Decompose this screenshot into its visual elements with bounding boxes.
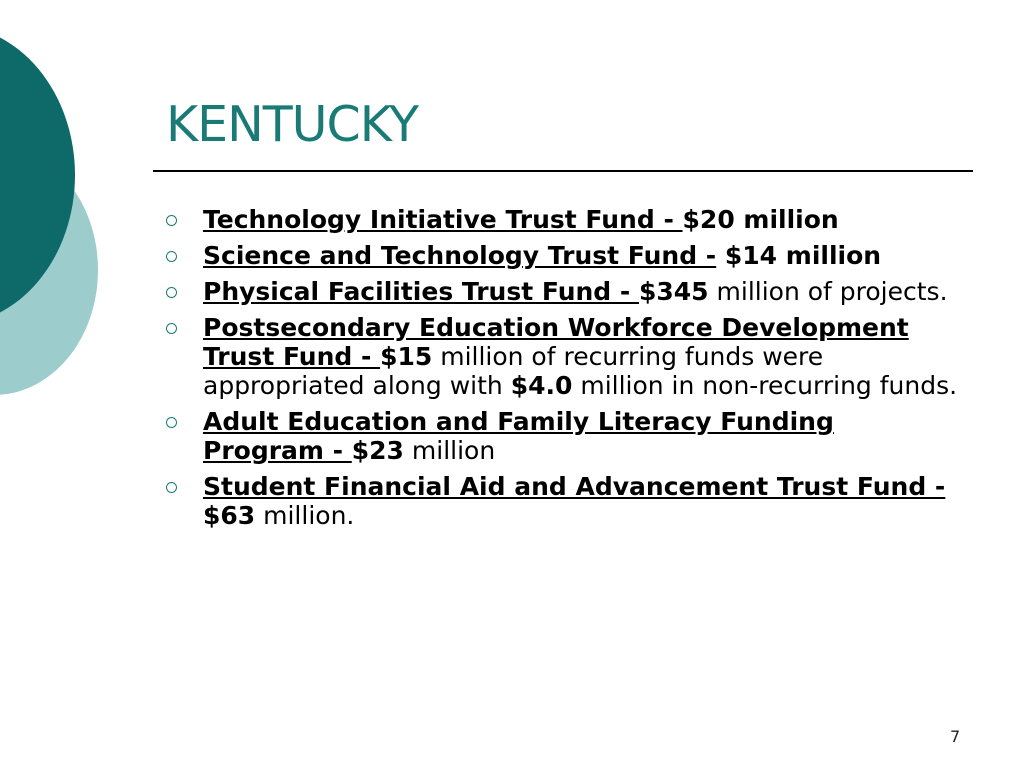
fund-detail-secondary: million in non-recurring funds. bbox=[572, 371, 958, 400]
fund-amount: $14 million bbox=[716, 241, 882, 270]
hollow-circle-bullet-icon bbox=[166, 215, 177, 226]
page-number: 7 bbox=[950, 727, 961, 746]
bullet-item-physical-facilities bbox=[162, 277, 962, 306]
hollow-circle-bullet-icon bbox=[166, 287, 177, 298]
bullet-item-postsecondary-workforce bbox=[162, 313, 962, 400]
bullet-item-science-technology bbox=[162, 241, 962, 270]
fund-detail: million of projects. bbox=[708, 277, 948, 306]
fund-name: Adult Education and Family Literacy Funding Program - bbox=[203, 407, 834, 465]
fund-name: Student Financial Aid and Advancement Trust Fund - bbox=[203, 472, 946, 501]
fund-detail: million of recurring funds were appropriated along with bbox=[203, 342, 824, 400]
fund-amount: $345 bbox=[638, 277, 709, 306]
bullet-item-technology-initiative bbox=[162, 205, 962, 234]
fund-name: Postsecondary Education Workforce Development Trust Fund - bbox=[203, 313, 909, 371]
fund-amount: $63 bbox=[203, 501, 256, 530]
fund-amount: $15 bbox=[380, 342, 433, 371]
slide-title: KENTUCKY bbox=[166, 96, 419, 153]
fund-name: Physical Facilities Trust Fund - bbox=[203, 277, 639, 306]
fund-amount-secondary: $4.0 bbox=[510, 371, 573, 400]
fund-detail: million bbox=[403, 436, 496, 465]
title-divider bbox=[153, 170, 973, 172]
hollow-circle-bullet-icon bbox=[166, 417, 177, 428]
fund-detail: million. bbox=[255, 501, 355, 530]
fund-name: Technology Initiative Trust Fund - bbox=[203, 205, 683, 234]
bullet-item-student-financial-aid bbox=[162, 472, 962, 530]
hollow-circle-bullet-icon bbox=[166, 323, 177, 334]
hollow-circle-bullet-icon bbox=[166, 482, 177, 493]
bullet-item-adult-education bbox=[162, 407, 962, 465]
hollow-circle-bullet-icon bbox=[166, 251, 177, 262]
bullet-list bbox=[162, 205, 962, 537]
fund-amount: $23 bbox=[351, 436, 404, 465]
fund-amount: $20 million bbox=[682, 205, 839, 234]
fund-name: Science and Technology Trust Fund - bbox=[203, 241, 717, 270]
